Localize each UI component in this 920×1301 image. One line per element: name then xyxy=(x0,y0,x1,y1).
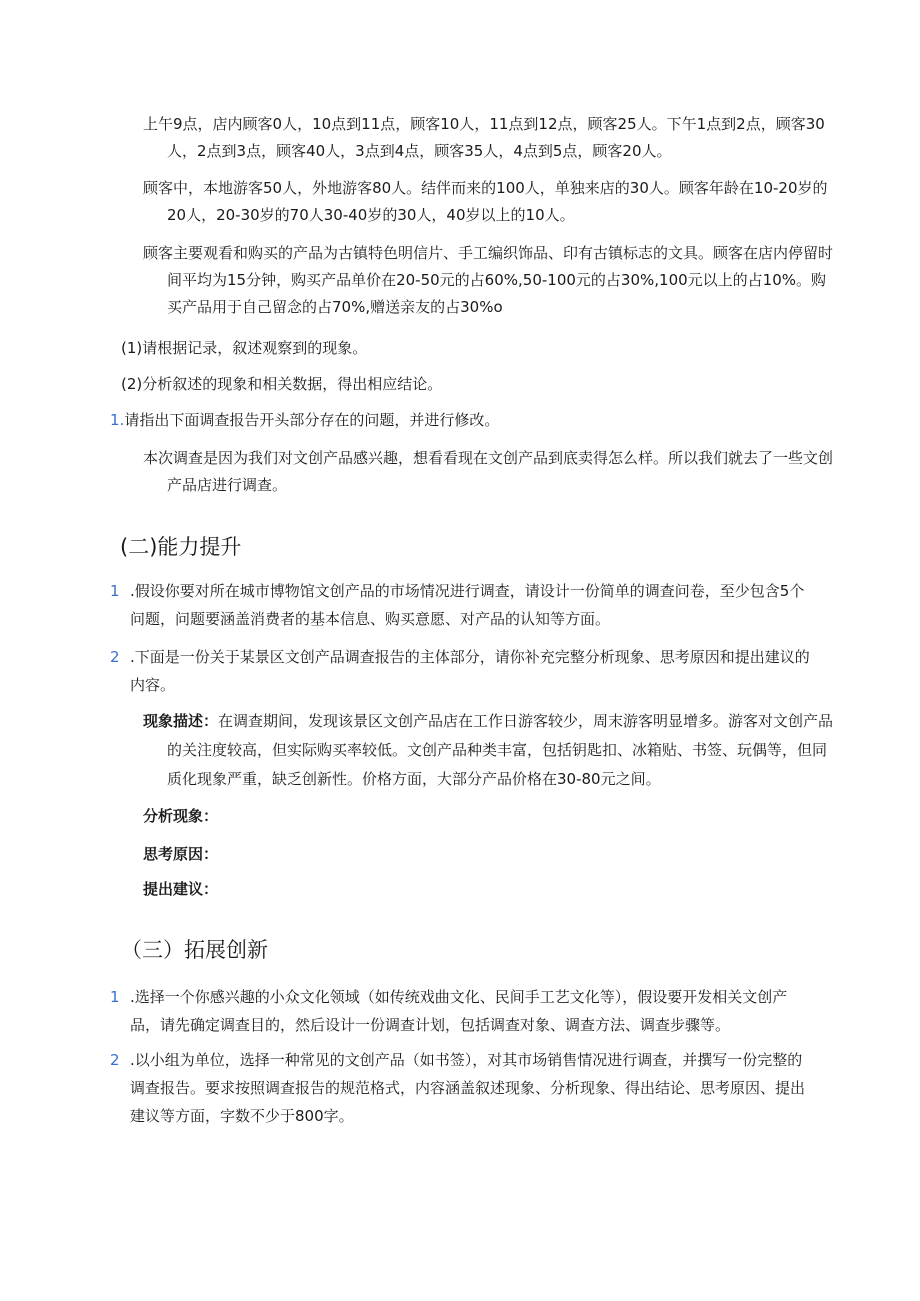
question-1: (1)请根据记录，叙述观察到的现象。 xyxy=(121,339,368,357)
section-3-item-1-number: 1 xyxy=(110,988,120,1006)
section-2-item-1-text: .假设你要对所在城市博物馆文创产品的市场情况进行调查，请设计一份简单的调查问卷，至少包含5个问题，问题要涵盖消费者的基本信息、购买意愿、对产品的认知等方面。 xyxy=(130,582,805,628)
phenomenon-text: 在调查期间，发现该景区文创产品店在工作日游客较少，周末游客明显增多。游客对文创产品的关注度较高，但实际购买率较低。文创产品种类丰富，包括钥匙扣、冰箱贴、书签、玩偶等，但同质化现象严重，缺乏创新性。价格方面，大部分产品价格在30-80元之间。 xyxy=(167,712,834,788)
analysis-label: 分析现象： xyxy=(143,807,219,825)
report-question-number: 1. xyxy=(110,411,125,429)
section-2-title: (二)能力提升 xyxy=(120,535,242,559)
section-2-item-2-text: .下面是一份关于某景区文创产品调查报告的主体部分，请你补充完整分析现象、思考原因和提出建议的内容。 xyxy=(130,648,810,694)
record-paragraph-visitors: 顾客中，本地游客50人，外地游客80人。结伴而来的100人，单独来店的30人。顾客年龄在10-20岁的20人，20-30岁的70人30-40岁的30人，40岁以上的10人。 xyxy=(143,179,828,224)
section-3-item-1-text: .选择一个你感兴趣的小众文化领域（如传统戏曲文化、民间手工艺文化等），假设要开发相关文创产品，请先确定调查目的，然后设计一份调查计划，包括调查对象、调查方法、调查步骤等。 xyxy=(130,988,788,1034)
phenomenon-label: 现象描述： xyxy=(143,712,219,730)
section-3-item-1 xyxy=(110,983,812,1039)
phenomenon-description xyxy=(143,707,835,794)
reason-label: 思考原因： xyxy=(143,845,219,863)
section-2-item-2-number: 2 xyxy=(110,648,120,666)
report-quote: 本次调查是因为我们对文创产品感兴趣，想看看现在文创产品到底卖得怎么样。所以我们就去了一些文创产品店进行调查。 xyxy=(143,449,834,494)
suggestion-label: 提出建议： xyxy=(143,880,219,898)
section-3-item-2 xyxy=(110,1046,812,1130)
report-question xyxy=(110,407,810,434)
section-2-item-1-number: 1 xyxy=(110,582,120,600)
section-3-item-2-text: .以小组为单位，选择一种常见的文创产品（如书签），对其市场销售情况进行调查，并撰写一份完整的调查报告。要求按照调查报告的规范格式，内容涵盖叙述现象、分析现象、得出结论、思考原因、提出建议等方面，字数不少于800字。 xyxy=(130,1051,806,1125)
section-2-item-1 xyxy=(110,577,812,633)
section-3-title: （三）拓展创新 xyxy=(121,938,268,962)
report-question-text: 请指出下面调查报告开头部分存在的问题，并进行修改。 xyxy=(124,411,500,429)
section-3-item-2-number: 2 xyxy=(110,1051,120,1069)
record-paragraph-products: 顾客主要观看和购买的产品为古镇特色明信片、手工编织饰品、印有古镇标志的文具。顾客在店内停留时间平均为15分钟，购买产品单价在20-50元的占60%,50-100元的占30%,100元以上的占10%。购买产品用于自己留念的占70%,赠送亲友的占30%o xyxy=(143,244,834,316)
question-2: (2)分析叙述的现象和相关数据，得出相应结论。 xyxy=(121,375,443,393)
section-2-item-2 xyxy=(110,643,812,699)
record-paragraph-time: 上午9点，店内顾客0人，10点到11点，顾客10人，11点到12点，顾客25人。下午1点到2点，顾客30人，2点到3点，顾客40人，3点到4点，顾客35人，4点到5点，顾客20人。 xyxy=(143,115,825,160)
